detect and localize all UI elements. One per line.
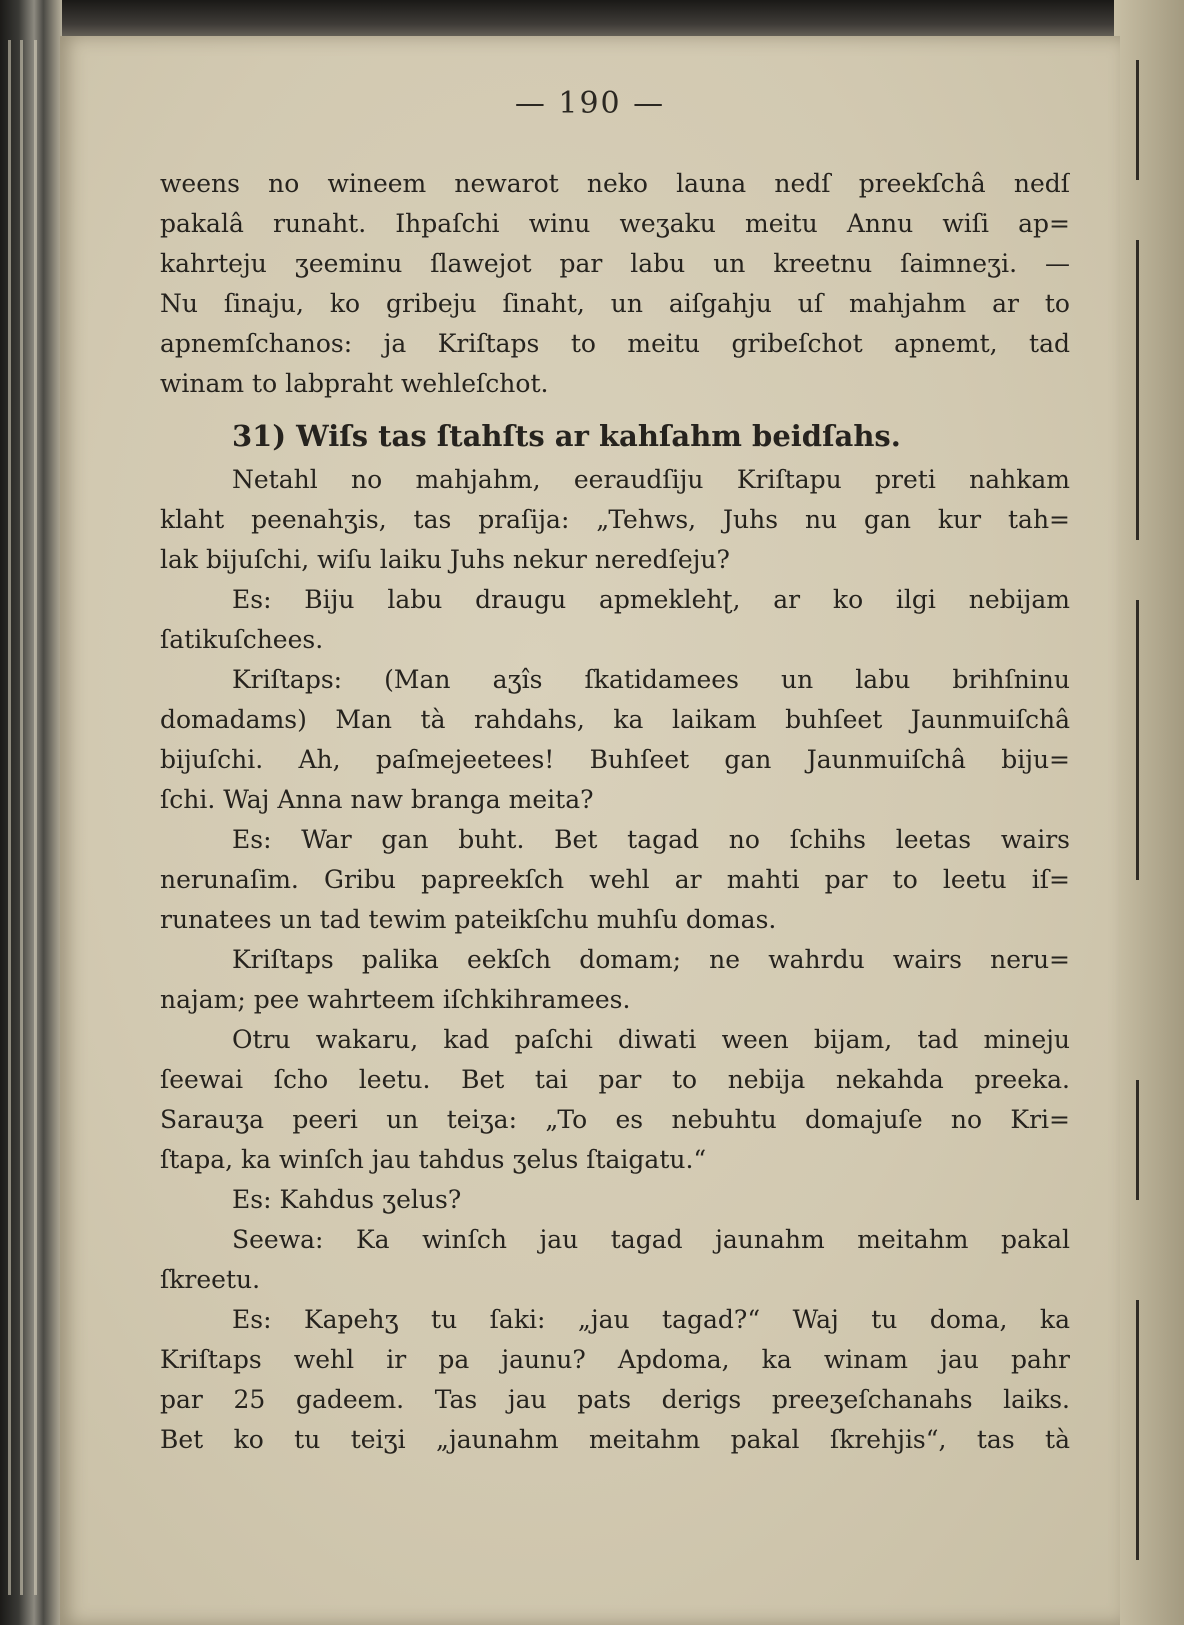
text-line: ſchi. Waj Anna naw branga meita? [160,785,594,814]
text-line: domadams) Man tà rahdahs, ka laikam buhſeet Jaunmuiſchâ [160,705,1070,734]
text-line: ſeewai ſcho leetu. Bet tai par to nebija nekahda preeka. [160,1065,1070,1094]
text-line: runatees un tad tewim pateikſchu muhſu domas. [160,905,777,934]
book-spine-edge [0,0,62,1625]
edge-mark [1136,600,1139,880]
book-top-edge [0,0,1184,40]
edge-mark [1136,240,1139,540]
text-line: Es: Biju labu draugu apmeklehʈ, ar ko ilgi nebijam [232,585,1070,614]
edge-mark [1136,1300,1139,1560]
text-line: najam; pee wahrteem iſchkihramees. [160,985,631,1014]
text-line: nerunaſim. Gribu papreekſch wehl ar mahti par to leetu iſ= [160,865,1070,894]
text-line: weens no wineem newarot neko launa nedſ preekſchâ nedſ [160,169,1070,198]
text-line: bijuſchi. Ah, paſmejeetees! Buhſeet gan Jaunmuiſchâ biju= [160,745,1070,774]
text-line: kahrteju ʒeeminu ſlawejot par labu un kreetnu ſaimneʒi. — [160,249,1070,278]
text-line: winam to labpraht wehleſchot. [160,369,549,398]
text-line: ſatikuſchees. [160,625,324,654]
edge-mark [1136,1080,1139,1200]
section-heading: 31) Wiſs tas ſtahſts ar kahſahm beidſahs. [232,419,901,453]
text-line: Netahl no mahjahm, eeraudſiju Kriſtapu preti nahkam [232,465,1070,494]
text-line: Kriſtaps wehl ir pa jaunu? Apdoma, ka winam jau pahr [160,1345,1070,1374]
text-line: Kriſtaps: (Man aʒîs ſkatidamees un labu brihſninu [232,665,1070,694]
text-line: Seewa: Ka winſch jau tagad jaunahm meitahm pakal [232,1225,1070,1254]
book-right-edge [1114,0,1184,1625]
text-line: Kriſtaps palika eekſch domam; ne wahrdu wairs neru= [232,945,1070,974]
text-line: klaht peenahʒis, tas praſija: „Tehws, Juhs nu gan kur tah= [160,505,1070,534]
text-line: ſtapa, ka winſch jau tahdus ʒelus ſtaigatu.“ [160,1145,707,1174]
text-line: Bet ko tu teiʒi „jaunahm meitahm pakal ſkrehjis“, tas tà [160,1425,1070,1454]
text-line: pakalâ runaht. Ihpaſchi winu weʒaku meitu Annu wiſi ap= [160,209,1070,238]
text-line: Otru wakaru, kad paſchi diwati ween bijam, tad mineju [232,1025,1070,1054]
text-line: ſkreetu. [160,1265,261,1294]
page-edge-strip [8,40,11,1595]
text-line: Nu ſinaju, ko gribeju ſinaht, un aiſgahju uſ mahjahm ar to [160,289,1070,318]
edge-mark [1136,60,1139,180]
page-number: — 190 — [514,86,666,121]
page-edge-strip [20,40,23,1595]
book-page [60,36,1120,1625]
text-line: Sarauʒa peeri un teiʒa: „To es nebuhtu domajuſe no Kri= [160,1105,1070,1134]
text-line: Es: War gan buht. Bet tagad no ſchihs leetas wairs [232,825,1070,854]
text-line: par 25 gadeem. Tas jau pats derigs preeʒeſchanahs laiks. [160,1385,1070,1414]
text-line: Es: Kahdus ʒelus? [232,1185,462,1214]
page-text [160,164,1070,1460]
page-edge-strip [34,40,37,1595]
text-line: Es: Kapehʒ tu ſaki: „jau tagad?“ Waj tu doma, ka [232,1305,1070,1334]
text-line: apnemſchanos: ja Kriſtaps to meitu gribeſchot apnemt, tad [160,329,1070,358]
text-line: lak bijuſchi, wiſu laiku Juhs nekur neredſeju? [160,545,730,574]
